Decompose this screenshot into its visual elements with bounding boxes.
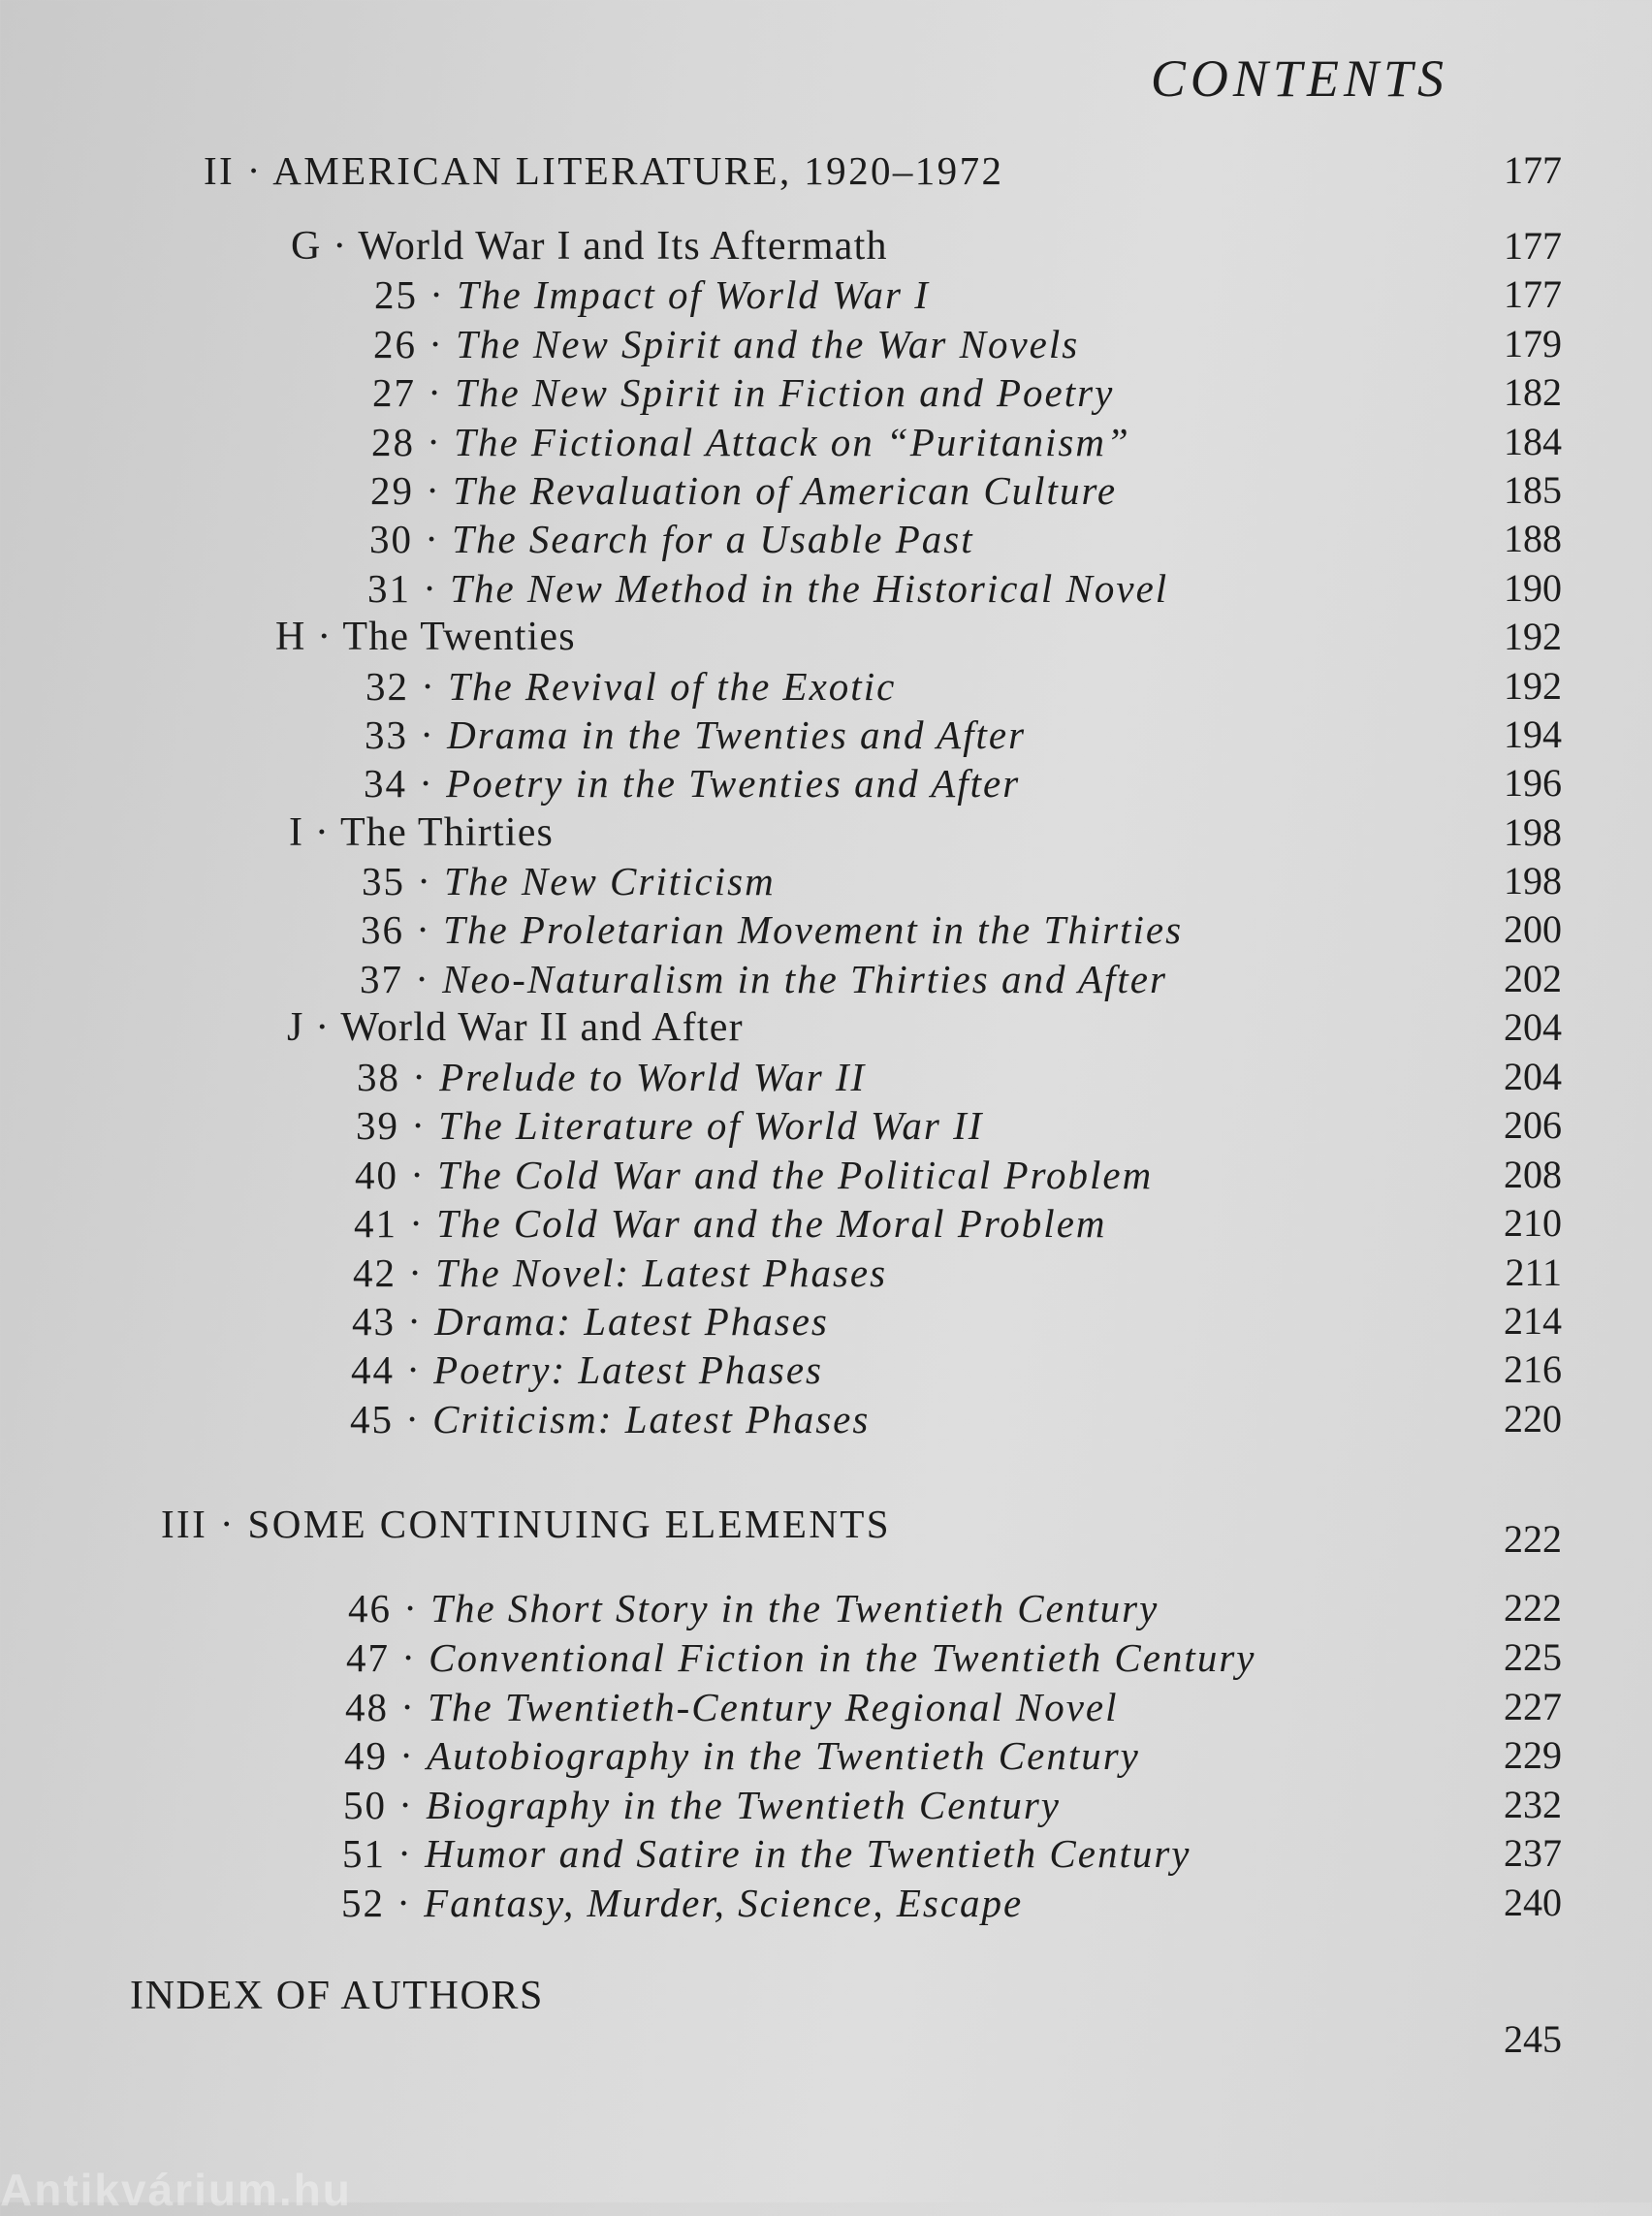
toc-page-number: 227 — [1504, 1685, 1562, 1728]
toc-chapter-label — [352, 1298, 829, 1345]
toc-section-label — [289, 809, 554, 856]
toc-chapter-title: Poetry in the Twenties and After — [446, 761, 1021, 806]
toc-entry-chapter — [0, 1684, 1652, 1734]
toc-separator: · — [397, 1201, 437, 1246]
toc-separator: · — [235, 148, 273, 193]
toc-separator: · — [394, 1397, 433, 1441]
toc-entry-chapter — [0, 1152, 1652, 1202]
toc-separator: · — [386, 1831, 426, 1876]
toc-entry-chapter — [0, 1880, 1652, 1930]
toc-separator: · — [409, 664, 449, 709]
toc-chapter-number: 33 — [365, 712, 408, 757]
toc-page-number: 240 — [1504, 1881, 1562, 1924]
toc-chapter-label — [345, 1684, 1118, 1730]
toc-chapter-number: 49 — [344, 1733, 388, 1778]
toc-separator: · — [395, 1347, 434, 1392]
toc-page-number: 196 — [1504, 761, 1562, 805]
toc-page-number: 216 — [1504, 1347, 1562, 1391]
toc-page-number: 225 — [1504, 1635, 1562, 1679]
toc-section-number: H — [275, 615, 306, 659]
toc-entry-chapter — [0, 565, 1652, 616]
toc-chapter-number: 46 — [348, 1586, 392, 1630]
toc-page-number: 179 — [1504, 322, 1562, 365]
toc-separator: · — [415, 420, 455, 464]
toc-chapter-title: The Short Story in the Twentieth Century — [430, 1586, 1160, 1630]
toc-separator: · — [390, 1635, 429, 1680]
toc-chapter-label — [351, 1346, 823, 1393]
toc-chapter-number: 45 — [350, 1397, 394, 1441]
toc-chapter-title: Fantasy, Murder, Science, Escape — [424, 1881, 1024, 1925]
toc-chapter-number: 43 — [352, 1299, 396, 1344]
toc-chapter-label — [342, 1830, 1191, 1877]
toc-chapter-number: 39 — [356, 1103, 399, 1148]
toc-chapter-number: 29 — [370, 468, 414, 513]
toc-chapter-number: 36 — [361, 907, 404, 952]
toc-section-title: World War II and After — [340, 1005, 744, 1050]
toc-chapter-number: 41 — [354, 1201, 397, 1246]
toc-chapter-title: Biography in the Twentieth Century — [426, 1783, 1061, 1827]
toc-chapter-number: 52 — [341, 1881, 385, 1925]
toc-chapter-title: The Novel: Latest Phases — [435, 1250, 888, 1295]
toc-chapter-label — [343, 1782, 1061, 1828]
toc-chapter-label — [344, 1732, 1140, 1779]
toc-separator: · — [303, 810, 341, 855]
toc-entry-chapter — [0, 1782, 1652, 1832]
toc-entry-chapter — [0, 906, 1652, 957]
toc-chapter-label — [371, 419, 1130, 465]
toc-chapter-label — [350, 1396, 870, 1442]
toc-section-number: G — [291, 224, 322, 269]
toc-chapter-title: The Fictional Attack on “Puritanism” — [454, 420, 1130, 464]
toc-entry-chapter — [0, 369, 1652, 420]
toc-page-number: 237 — [1504, 1831, 1562, 1875]
toc-entry-section — [0, 809, 1652, 860]
toc-separator: · — [417, 322, 457, 366]
toc-page-number: 232 — [1504, 1783, 1562, 1826]
toc-page-number: 177 — [1504, 272, 1562, 316]
toc-entry-section — [0, 1004, 1652, 1055]
toc-chapter-label — [367, 565, 1168, 612]
toc-entry-chapter — [0, 1102, 1652, 1153]
toc-part-title: AMERICAN LITERATURE, 1920–1972 — [272, 148, 1004, 193]
toc-chapter-label — [364, 760, 1020, 807]
toc-chapter-label — [373, 321, 1079, 367]
toc-page-number: 185 — [1504, 468, 1562, 512]
toc-separator: · — [303, 1005, 341, 1050]
toc-entry-chapter — [0, 516, 1652, 566]
toc-separator: · — [388, 1733, 428, 1778]
toc-chapter-title: The Search for a Usable Past — [452, 517, 974, 561]
toc-chapter-label — [357, 1054, 866, 1100]
toc-chapter-number: 28 — [371, 420, 415, 464]
toc-section-title: World War I and Its Aftermath — [358, 224, 888, 269]
toc-page-number: 200 — [1504, 907, 1562, 951]
toc-page-number: 177 — [1504, 224, 1562, 268]
toc-entry-chapter — [0, 1054, 1652, 1104]
toc-separator: · — [389, 1685, 429, 1729]
toc-entry-chapter — [0, 956, 1652, 1006]
toc-part-number: III — [161, 1502, 208, 1546]
toc-chapter-number: 26 — [373, 322, 417, 366]
toc-part-label — [204, 147, 1003, 194]
toc-entry-index — [0, 1973, 1652, 2061]
toc-separator: · — [405, 859, 445, 903]
toc-page-number: 184 — [1504, 420, 1562, 463]
toc-entry-part — [0, 147, 1652, 198]
toc-chapter-label — [362, 858, 776, 904]
toc-page-number: 198 — [1504, 810, 1562, 854]
toc-chapter-number: 42 — [353, 1250, 397, 1295]
toc-page-number: 202 — [1504, 957, 1562, 1000]
toc-chapter-title: Poetry: Latest Phases — [433, 1347, 823, 1392]
toc-separator: · — [399, 1103, 439, 1148]
toc-page-number: 204 — [1504, 1055, 1562, 1098]
toc-section-label — [287, 1004, 744, 1051]
toc-chapter-number: 50 — [343, 1783, 387, 1827]
toc-chapter-title: The New Method in the Historical Novel — [450, 566, 1169, 611]
toc-separator: · — [407, 761, 447, 806]
toc-page-number: 192 — [1504, 615, 1562, 658]
toc-entry-chapter — [0, 1396, 1652, 1446]
toc-page-number: 229 — [1504, 1733, 1562, 1777]
toc-entry-section — [0, 614, 1652, 664]
toc-chapter-title: The Cold War and the Moral Problem — [436, 1201, 1107, 1246]
toc-section-title: The Thirties — [340, 810, 555, 855]
toc-page-number: 220 — [1504, 1397, 1562, 1440]
toc-chapter-title: The Literature of World War II — [438, 1103, 984, 1148]
toc-chapter-number: 44 — [351, 1347, 395, 1392]
toc-index-title: INDEX OF AUTHORS — [130, 1974, 544, 2018]
toc-entry-part — [0, 1501, 1652, 1561]
toc-page-number: 208 — [1504, 1153, 1562, 1196]
toc-separator: · — [408, 712, 448, 757]
toc-chapter-title: Humor and Satire in the Twentieth Century — [425, 1831, 1191, 1876]
toc-chapter-number: 37 — [360, 957, 403, 1001]
toc-page-number: 222 — [1504, 1517, 1562, 1561]
toc-entry-chapter — [0, 1732, 1652, 1783]
toc-chapter-title: Neo-Naturalism in the Thirties and After — [442, 957, 1167, 1001]
toc-chapter-title: The New Criticism — [444, 859, 776, 903]
toc-page-number: 177 — [1504, 148, 1562, 192]
toc-chapter-label — [370, 467, 1117, 514]
toc-chapter-title: The Revaluation of American Culture — [453, 468, 1118, 513]
toc-entry-chapter — [0, 760, 1652, 810]
toc-chapter-label — [360, 956, 1167, 1002]
toc-page-number: 194 — [1504, 712, 1562, 756]
toc-chapter-label — [341, 1880, 1023, 1926]
toc-chapter-label — [346, 1634, 1255, 1681]
toc-chapter-label — [369, 516, 974, 562]
toc-entry-chapter — [0, 1346, 1652, 1397]
toc-page-number: 206 — [1504, 1103, 1562, 1147]
toc-separator: · — [404, 907, 444, 952]
toc-chapter-number: 34 — [364, 761, 407, 806]
toc-entry-chapter — [0, 663, 1652, 713]
toc-entry-chapter — [0, 321, 1652, 371]
toc-chapter-title: Autobiography in the Twentieth Century — [427, 1733, 1140, 1778]
toc-page-number: 192 — [1504, 664, 1562, 708]
toc-chapter-number: 51 — [342, 1831, 386, 1876]
toc-separator: · — [398, 1153, 438, 1197]
toc-chapter-number: 48 — [345, 1685, 389, 1729]
toc-separator: · — [392, 1586, 431, 1630]
toc-entry-chapter — [0, 858, 1652, 908]
toc-chapter-label — [372, 369, 1114, 416]
toc-chapter-number: 35 — [362, 859, 405, 903]
toc-entry-chapter — [0, 1830, 1652, 1881]
toc-chapter-label — [356, 1102, 983, 1149]
toc-entry-chapter — [0, 1298, 1652, 1348]
toc-page-number: 190 — [1504, 566, 1562, 610]
toc-entry-chapter — [0, 1250, 1652, 1300]
toc-part-label — [161, 1501, 891, 1547]
toc-chapter-label — [348, 1585, 1159, 1631]
toc-page-number: 245 — [1504, 2017, 1562, 2061]
toc-chapter-number: 27 — [372, 370, 416, 415]
toc-page-number: 198 — [1504, 859, 1562, 902]
toc-separator: · — [207, 1502, 248, 1546]
toc-page-number: 214 — [1504, 1299, 1562, 1343]
toc-page-number: 204 — [1504, 1005, 1562, 1049]
toc-chapter-number: 30 — [369, 517, 413, 561]
toc-separator: · — [321, 224, 359, 269]
toc-chapter-title: Conventional Fiction in the Twentieth Century — [429, 1635, 1256, 1680]
toc-chapter-label — [355, 1152, 1153, 1198]
toc-chapter-number: 31 — [367, 566, 411, 611]
toc-entry-chapter — [0, 271, 1652, 322]
toc-chapter-title: The New Spirit and the War Novels — [456, 322, 1080, 366]
toc-part-number: II — [204, 148, 236, 193]
toc-chapter-label — [353, 1250, 887, 1296]
toc-separator: · — [305, 615, 343, 659]
toc-separator: · — [385, 1881, 425, 1925]
toc-chapter-title: Criticism: Latest Phases — [432, 1397, 871, 1441]
toc-chapter-title: The Cold War and the Political Problem — [437, 1153, 1154, 1197]
toc-entry-chapter — [0, 419, 1652, 469]
toc-chapter-label — [365, 663, 896, 710]
toc-page-number: 210 — [1504, 1201, 1562, 1245]
page-heading: CONTENTS — [1150, 49, 1448, 108]
toc-chapter-label — [365, 712, 1026, 758]
toc-chapter-title: The New Spirit in Fiction and Poetry — [455, 370, 1115, 415]
toc-chapter-number: 32 — [365, 664, 409, 709]
toc-chapter-title: Prelude to World War II — [439, 1055, 867, 1099]
toc-entry-chapter — [0, 712, 1652, 762]
toc-entry-chapter — [0, 1585, 1652, 1635]
toc-chapter-label — [361, 906, 1183, 953]
toc-separator: · — [411, 566, 451, 611]
toc-chapter-label — [374, 271, 930, 318]
toc-section-label — [291, 223, 888, 269]
toc-section-number: I — [289, 810, 304, 855]
toc-separator: · — [403, 957, 443, 1001]
toc-entry-section — [0, 223, 1652, 273]
toc-chapter-title: Drama: Latest Phases — [434, 1299, 829, 1344]
toc-chapter-title: The Proletarian Movement in the Thirties — [443, 907, 1184, 952]
toc-separator: · — [396, 1299, 435, 1344]
toc-chapter-number: 47 — [346, 1635, 390, 1680]
toc-separator: · — [414, 468, 454, 513]
toc-chapter-number: 25 — [374, 272, 418, 317]
toc-page-number: 188 — [1504, 517, 1562, 560]
toc-separator: · — [397, 1250, 436, 1295]
toc-chapter-title: Drama in the Twenties and After — [447, 712, 1027, 757]
toc-separator: · — [416, 370, 456, 415]
toc-separator: · — [413, 517, 453, 561]
toc-chapter-number: 40 — [355, 1153, 398, 1197]
toc-section-label — [275, 614, 576, 660]
toc-page-number: 222 — [1504, 1586, 1562, 1630]
toc-chapter-number: 38 — [357, 1055, 400, 1099]
toc-chapter-label — [354, 1200, 1107, 1247]
toc-separator: · — [400, 1055, 440, 1099]
watermark: Antikvárium.hu — [0, 2165, 352, 2215]
toc-entry-chapter — [0, 1200, 1652, 1250]
toc-chapter-title: The Twentieth-Century Regional Novel — [428, 1685, 1119, 1729]
toc-section-number: J — [287, 1005, 304, 1050]
toc-page-number: 211 — [1505, 1250, 1562, 1294]
toc-section-title: The Twenties — [342, 615, 576, 659]
toc-page-number: 182 — [1504, 370, 1562, 414]
toc-entry-chapter — [0, 467, 1652, 518]
toc-entry-chapter — [0, 1634, 1652, 1685]
toc-chapter-title: The Impact of World War I — [457, 272, 930, 317]
toc-separator: · — [387, 1783, 427, 1827]
toc-chapter-title: The Revival of the Exotic — [448, 664, 897, 709]
toc-separator: · — [418, 272, 458, 317]
toc-part-title: SOME CONTINUING ELEMENTS — [247, 1502, 891, 1546]
